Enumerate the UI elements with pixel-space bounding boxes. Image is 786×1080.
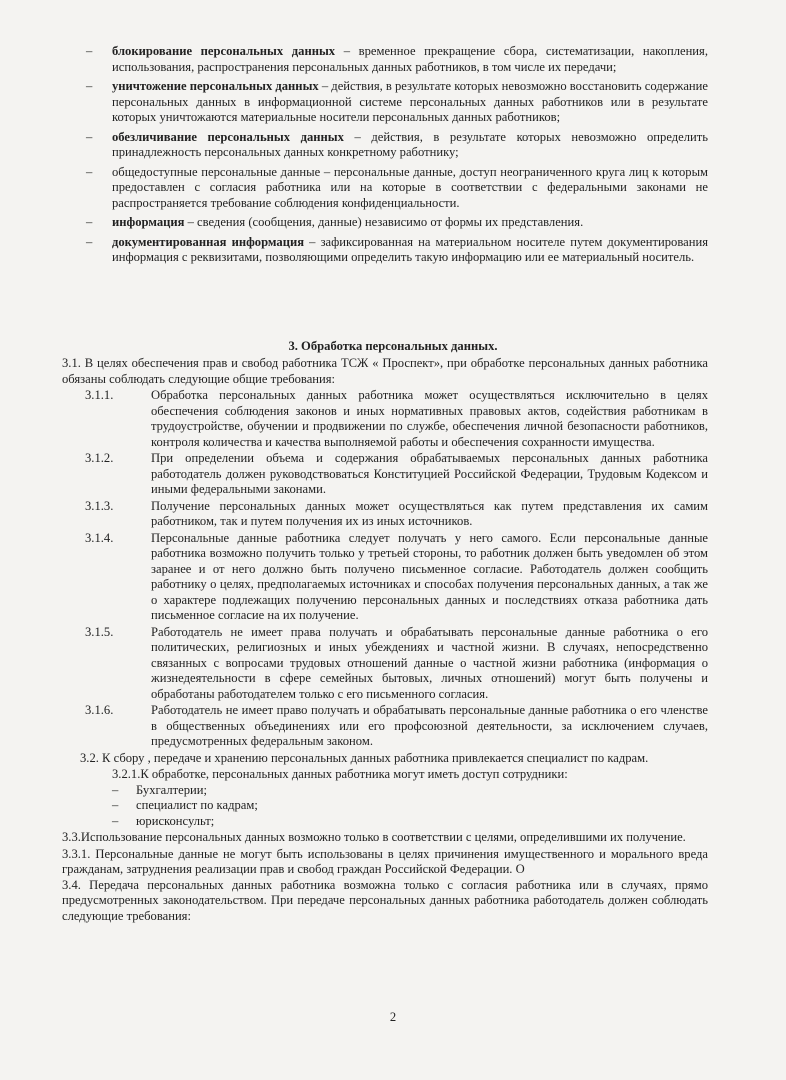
paragraph-3-2-1: 3.2.1.К обработке, персональных данных работника могут иметь доступ сотрудники: <box>112 767 568 781</box>
subclause <box>62 451 708 498</box>
list-dash: – <box>112 813 119 828</box>
definition-item <box>86 215 708 231</box>
subclause <box>62 625 708 703</box>
paragraph-3-2: 3.2. К сбору , передаче и хранению персональных данных работника привлекается специалист по кадрам. <box>80 750 649 765</box>
definition-item <box>86 165 708 212</box>
list-dash: – <box>112 782 119 797</box>
definition-text: – сведения (сообщения, данные) независимо от формы их представления. <box>184 215 584 229</box>
subclause-text: Получение персональных данных может осуществляться как путем представления их самим работником, так и путем получения их из иных источников. <box>151 498 708 528</box>
definition-text: – временное прекращение сбора, систематизации, накопления, использования, распространения персональных данных работников, в том числе их передачи; <box>112 44 708 74</box>
subclause <box>62 703 708 750</box>
definition-term: блокирование персональных данных <box>112 44 336 58</box>
definition-text: – действия, в результате которых невозможно восстановить содержание персональных данных в информационной системе персональных данных работников или в результате которых уничтожаются материальные носители персональных данных работников; <box>112 79 708 124</box>
subclause-number: 3.1.2. <box>85 451 114 465</box>
paragraph-3-3: 3.3.Использование персональных данных возможно только в соответствии с целями, определившими их получение. <box>62 830 686 844</box>
subclause-number: 3.1.5. <box>85 624 114 639</box>
list-dash: – <box>86 129 93 144</box>
definitions-list <box>86 44 708 270</box>
definition-text: – зафиксированная на материальном носителе путем документирования информация с реквизитами, позволяющими определить такую информацию или ее материальный носитель. <box>112 234 708 264</box>
staff-item: юрисконсульт; <box>136 813 215 828</box>
staff-item: специалист по кадрам; <box>136 798 258 812</box>
definition-term: обезличивание персональных данных <box>112 129 344 144</box>
definition-term: уничтожение персональных данных <box>112 79 319 93</box>
subclause-text: При определении объема и содержания обрабатываемых персональных данных работника работодатель должен руководствоваться Конституцией Российской Федерации, Трудовым Кодексом и иными федеральными законами. <box>151 451 708 496</box>
subclause-text: Обработка персональных данных работника может осуществляться исключительно в целях обеспечения соблюдения законов и иных нормативных правовых актов, содействия работникам в трудоустройстве, обучении и продвижении по службе, обеспечения личной безопасности работников, контроля количества и качества выполняемой работы и обеспечения сохранности имущества. <box>151 388 708 449</box>
section-title: 3. Обработка персональных данных. <box>288 339 498 353</box>
definition-text: – действия, в результате которых невозможно определить принадлежность персональных данных конкретному работнику; <box>112 129 709 159</box>
list-dash: – <box>86 234 93 249</box>
list-item <box>112 783 708 799</box>
list-dash: – <box>86 164 93 179</box>
list-item <box>112 798 708 814</box>
definition-term: документированная информация <box>112 234 305 249</box>
list-dash: – <box>86 44 93 58</box>
list-dash: – <box>86 79 93 93</box>
subclause <box>62 499 708 530</box>
paragraph-3-3-1: 3.3.1. Персональные данные не могут быть использованы в целях причинения имущественного и морального вреда гражданам, затруднения реализации прав и свобод граждан Российской Федерации. О <box>62 846 708 876</box>
subclause-number: 3.1.3. <box>85 498 114 513</box>
definition-item <box>86 79 708 126</box>
definition-term: информация <box>112 215 185 229</box>
section-body <box>62 356 708 924</box>
list-item <box>112 814 708 830</box>
paragraph-3-1: 3.1. В целях обеспечения прав и свобод работника ТСЖ « Проспект», при обработке персональных данных работника обязаны соблюдать следующие общие требования: <box>62 356 708 386</box>
page-number: 2 <box>389 1010 397 1024</box>
staff-list <box>62 783 708 830</box>
subclause-number: 3.1.4. <box>85 530 114 545</box>
subclause-text: Работодатель не имеет право получать и обрабатывать персональные данные работника о его членстве в общественных объединениях или его профсоюзной деятельности, за исключением случаев, предусмотренных федеральным законом. <box>151 703 708 748</box>
definition-item <box>86 130 708 161</box>
list-dash: – <box>86 215 93 229</box>
subclause <box>62 388 708 450</box>
definition-item <box>86 235 708 266</box>
subclause-text: Работодатель не имеет права получать и обрабатывать персональные данные работника о его политических, религиозных и иных убеждениях и частной жизни. В случаях, непосредственно связанных с вопросами трудовых отношений данные о частной жизни работника (информация о жизнедеятельности в сфере семейных бытовых, личных отношений) могут быть получены и обработаны работодателем только с его письменного согласия. <box>151 624 708 701</box>
definition-text: общедоступные персональные данные – персональные данные, доступ неограниченного круга лиц к которым предоставлен с согласия работника или на которые в соответствии с федеральными законами не распространяется требование соблюдения конфиденциальности. <box>112 164 708 210</box>
paragraph-3-4: 3.4. Передача персональных данных работника возможна только с согласия работника или в случаях, прямо предусмотренных законодательством. При передаче персональных данных работника работодатель должен соблюдать следующие требования: <box>62 877 708 923</box>
subclause-number: 3.1.6. <box>85 703 114 717</box>
subclause-text: Персональные данные работника следует получать у него самого. Если персональные данные работника возможно получить только у третьей стороны, то работник должен быть уведомлен об этом заранее и от него должно быть получено письменное согласие. Работодатель должен сообщить работнику о целях, предполагаемых источниках и способах получения персональных данных, а так же о характере подлежащих получению персональных данных и последствиях отказа работника дать письменное согласие на их получение. <box>151 530 708 622</box>
subclause-number: 3.1.1. <box>85 388 114 402</box>
definition-item <box>86 44 708 75</box>
subclause <box>62 531 708 624</box>
staff-item: Бухгалтерии; <box>136 782 208 797</box>
list-dash: – <box>112 798 119 812</box>
